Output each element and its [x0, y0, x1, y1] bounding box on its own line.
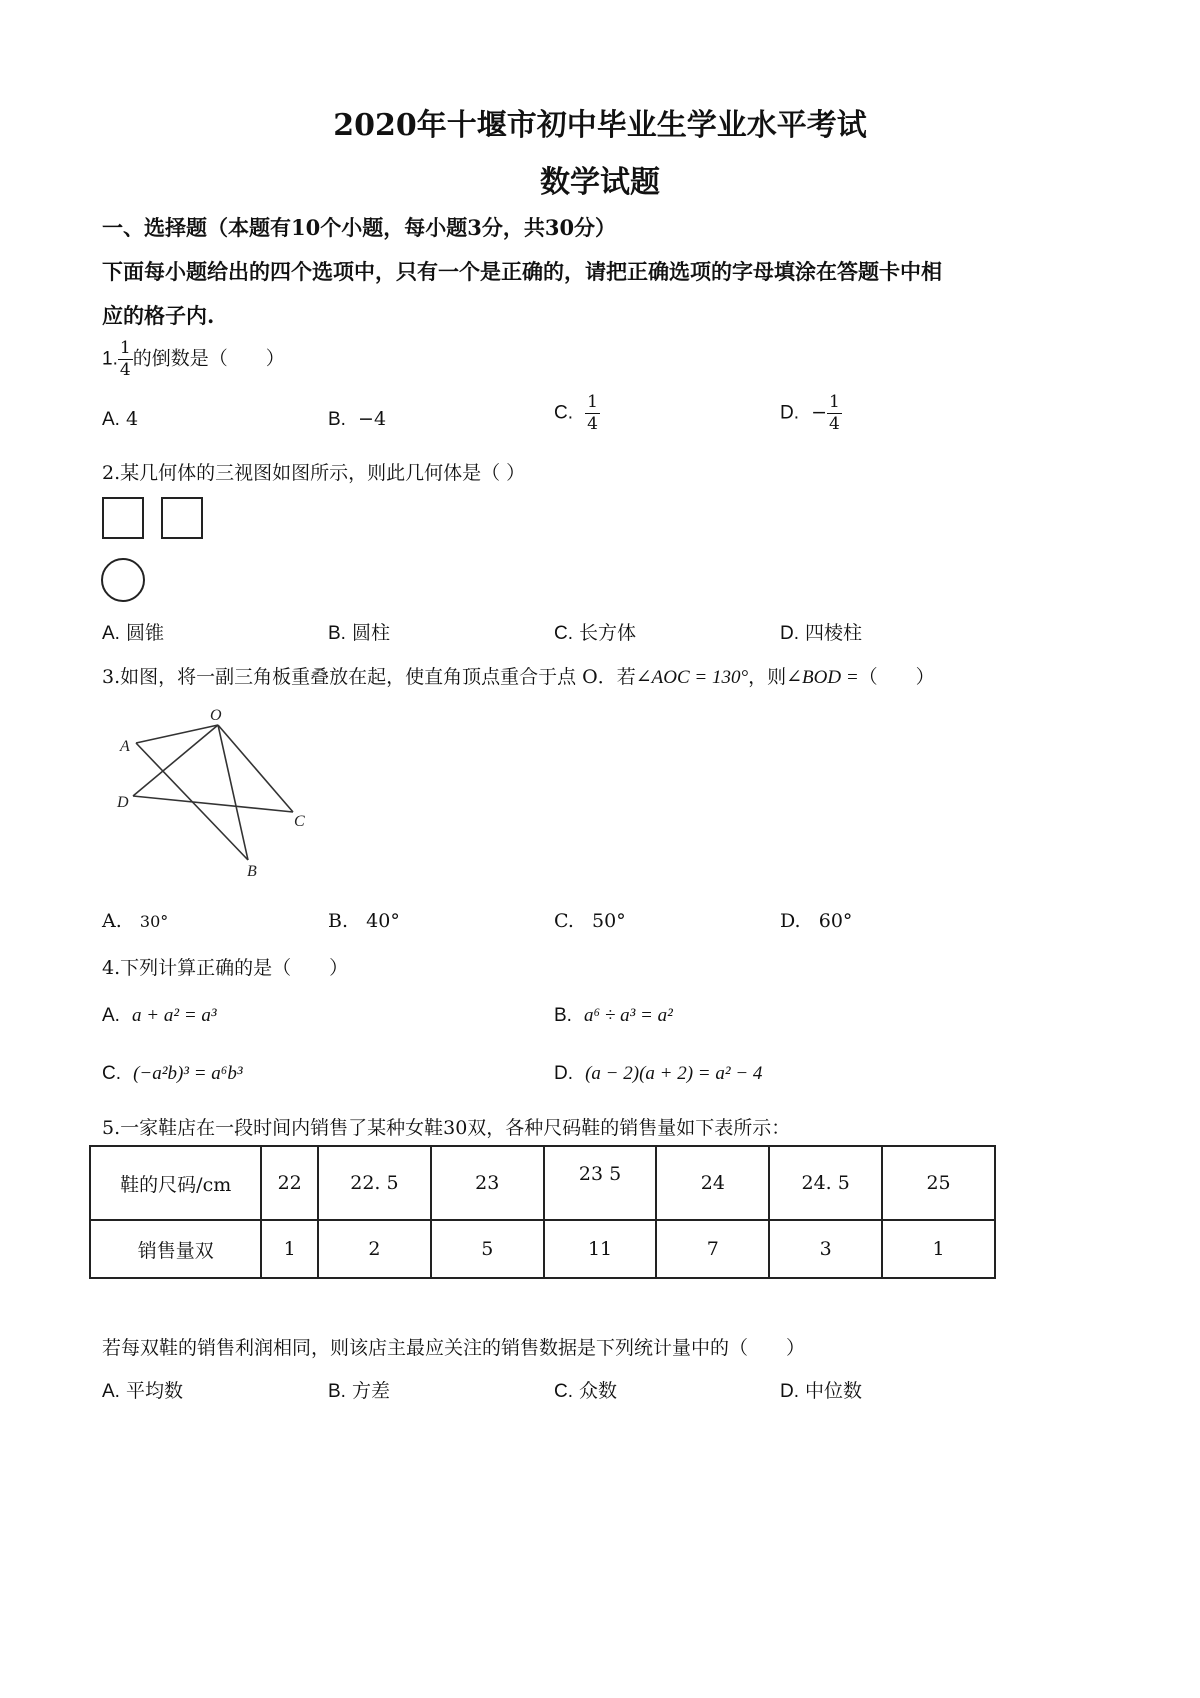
option-label: B.: [328, 910, 349, 932]
q5-stem: 5.一家鞋店在一段时间内销售了某种女鞋30双，各种尺码鞋的销售量如下表所示：: [102, 1117, 791, 1139]
line-oa: [136, 725, 218, 743]
top-view-circle: [101, 558, 145, 602]
option-label: B.: [328, 409, 346, 430]
option-fraction: [585, 394, 600, 433]
option-text: 4: [126, 408, 139, 430]
line-oc: [218, 725, 293, 812]
instruction-line-1: 下面每小题给出的四个选项中，只有一个是正确的，请把正确选项的字母填涂在答题卡中相: [102, 259, 942, 284]
option-label: A.: [102, 910, 122, 932]
q3-stem-mid: ，则: [748, 666, 787, 688]
option-text: 圆柱: [352, 622, 391, 644]
q1-fraction: [118, 340, 133, 379]
size-cell: 25: [882, 1146, 995, 1220]
option-label: B.: [328, 623, 346, 644]
option-text: 长方体: [579, 622, 637, 644]
option-text: 中位数: [805, 1380, 863, 1402]
q5-option-a: [102, 1376, 183, 1403]
option-text: 60°: [818, 910, 853, 932]
option-formula: a + a² = a³: [132, 1005, 217, 1026]
frac-num: 1: [587, 392, 598, 412]
frac-num: 1: [829, 392, 840, 412]
q1-stem-text: 的倒数是（ ）: [132, 347, 285, 370]
size-cell: 23 5: [544, 1146, 657, 1220]
exam-subtitle: 数学试题: [540, 165, 660, 200]
count-cell: 5: [431, 1220, 544, 1278]
size-cell: 23: [431, 1146, 544, 1220]
option-text: 方差: [352, 1380, 391, 1402]
option-formula: a⁶ ÷ a³ = a²: [584, 1005, 673, 1026]
count-cell: 7: [656, 1220, 769, 1278]
option-label: C.: [554, 1381, 573, 1402]
q3-option-b: [328, 910, 400, 932]
exam-title: 2020年十堰市初中毕业生学业水平考试: [333, 108, 867, 143]
q4-option-c: [102, 1062, 243, 1085]
option-text: 40°: [366, 910, 400, 932]
count-cell: 1: [261, 1220, 318, 1278]
q2-option-a: [102, 618, 164, 645]
option-label: A.: [102, 1005, 120, 1026]
q3-angle-aoc: ∠AOC = 130°: [635, 667, 749, 688]
side-view-square: [161, 497, 203, 539]
count-cell: 11: [544, 1220, 657, 1278]
option-label: C.: [554, 910, 574, 932]
option-label: C.: [102, 1063, 121, 1084]
q1-option-a: [102, 408, 138, 431]
q2-option-d: [780, 618, 862, 645]
q3-stem-prefix: 3.如图，将一副三角板重叠放在起，使直角顶点重合于点 O．若: [102, 666, 636, 688]
row-header-count: 销售量双: [90, 1220, 261, 1278]
q4-option-d: [554, 1062, 762, 1085]
q5-option-d: [780, 1376, 862, 1403]
option-text: −4: [358, 408, 387, 430]
label-o: O: [210, 707, 222, 724]
front-view-square: [102, 497, 144, 539]
option-text: 圆锥: [126, 622, 165, 644]
line-ob: [218, 725, 248, 860]
size-cell: 24. 5: [769, 1146, 882, 1220]
triangle-figure: [108, 700, 338, 885]
line-dc: [133, 796, 293, 812]
q3-option-c: [554, 910, 626, 932]
option-label: B.: [554, 1005, 572, 1026]
q2-option-b: [328, 618, 390, 645]
shoe-size-table: [89, 1145, 996, 1279]
q4-stem: 4.下列计算正确的是（ ）: [102, 957, 349, 979]
q1-option-d: [780, 394, 842, 433]
option-label: C.: [554, 402, 573, 424]
q4-option-b: [554, 1004, 673, 1027]
q3-stem: [102, 662, 935, 689]
section-heading: 一、选择题（本题有10个小题，每小题3分，共30分）: [102, 215, 617, 240]
option-sign: −: [811, 401, 828, 424]
count-cell: 3: [769, 1220, 882, 1278]
option-text: 平均数: [126, 1380, 184, 1402]
option-label: D.: [554, 1063, 573, 1084]
size-cell: 22: [261, 1146, 318, 1220]
frac-den: 4: [829, 414, 840, 434]
label-b: B: [247, 863, 257, 880]
q2-option-c: [554, 618, 636, 645]
label-a: A: [120, 738, 130, 755]
option-label: C.: [554, 623, 573, 644]
label-c: C: [294, 813, 305, 830]
q4-option-a: [102, 1004, 217, 1027]
q5-option-b: [328, 1376, 390, 1403]
size-cell: 22. 5: [318, 1146, 431, 1220]
option-fraction: [827, 394, 842, 433]
q3-option-a: [102, 910, 168, 932]
q5-option-c: [554, 1376, 617, 1403]
q2-stem: 2.某几何体的三视图如图所示，则此几何体是（ ）: [102, 462, 526, 484]
option-label: A.: [102, 1381, 120, 1402]
option-text: 四棱柱: [805, 622, 863, 644]
q3-stem-suffix: （ ）: [858, 666, 935, 688]
label-d: D: [117, 794, 129, 811]
option-text: 30°: [139, 912, 169, 931]
q1-option-b: [328, 408, 386, 431]
option-label: D.: [780, 402, 799, 424]
q1-frac-num: 1: [119, 338, 131, 358]
option-formula: (a − 2)(a + 2) = a² − 4: [585, 1063, 763, 1084]
q5-question: 若每双鞋的销售利润相同，则该店主最应关注的销售数据是下列统计量中的（ ）: [102, 1337, 806, 1359]
size-cell: 24: [656, 1146, 769, 1220]
table-row: [90, 1146, 995, 1220]
q3-angle-bod: ∠BOD =: [786, 667, 859, 688]
option-label: B.: [328, 1381, 346, 1402]
option-formula: (−a²b)³ = a⁶b³: [133, 1063, 243, 1084]
q1-option-c: [554, 394, 600, 433]
frac-den: 4: [587, 414, 598, 434]
q3-option-d: [780, 910, 852, 932]
q1-frac-den: 4: [119, 360, 131, 380]
table-row: [90, 1220, 995, 1278]
instruction-line-2: 应的格子内.: [102, 303, 215, 328]
option-label: A.: [102, 623, 120, 644]
option-text: 众数: [579, 1380, 618, 1402]
option-label: D.: [780, 623, 799, 644]
option-text: 50°: [592, 910, 626, 932]
option-label: D.: [780, 1381, 799, 1402]
option-label: A.: [102, 409, 120, 430]
option-label: D.: [780, 910, 801, 932]
q1-stem: [102, 340, 285, 379]
count-cell: 2: [318, 1220, 431, 1278]
count-cell: 1: [882, 1220, 995, 1278]
row-header-size: 鞋的尺码/cm: [90, 1146, 261, 1220]
q1-number: 1.: [102, 348, 118, 370]
